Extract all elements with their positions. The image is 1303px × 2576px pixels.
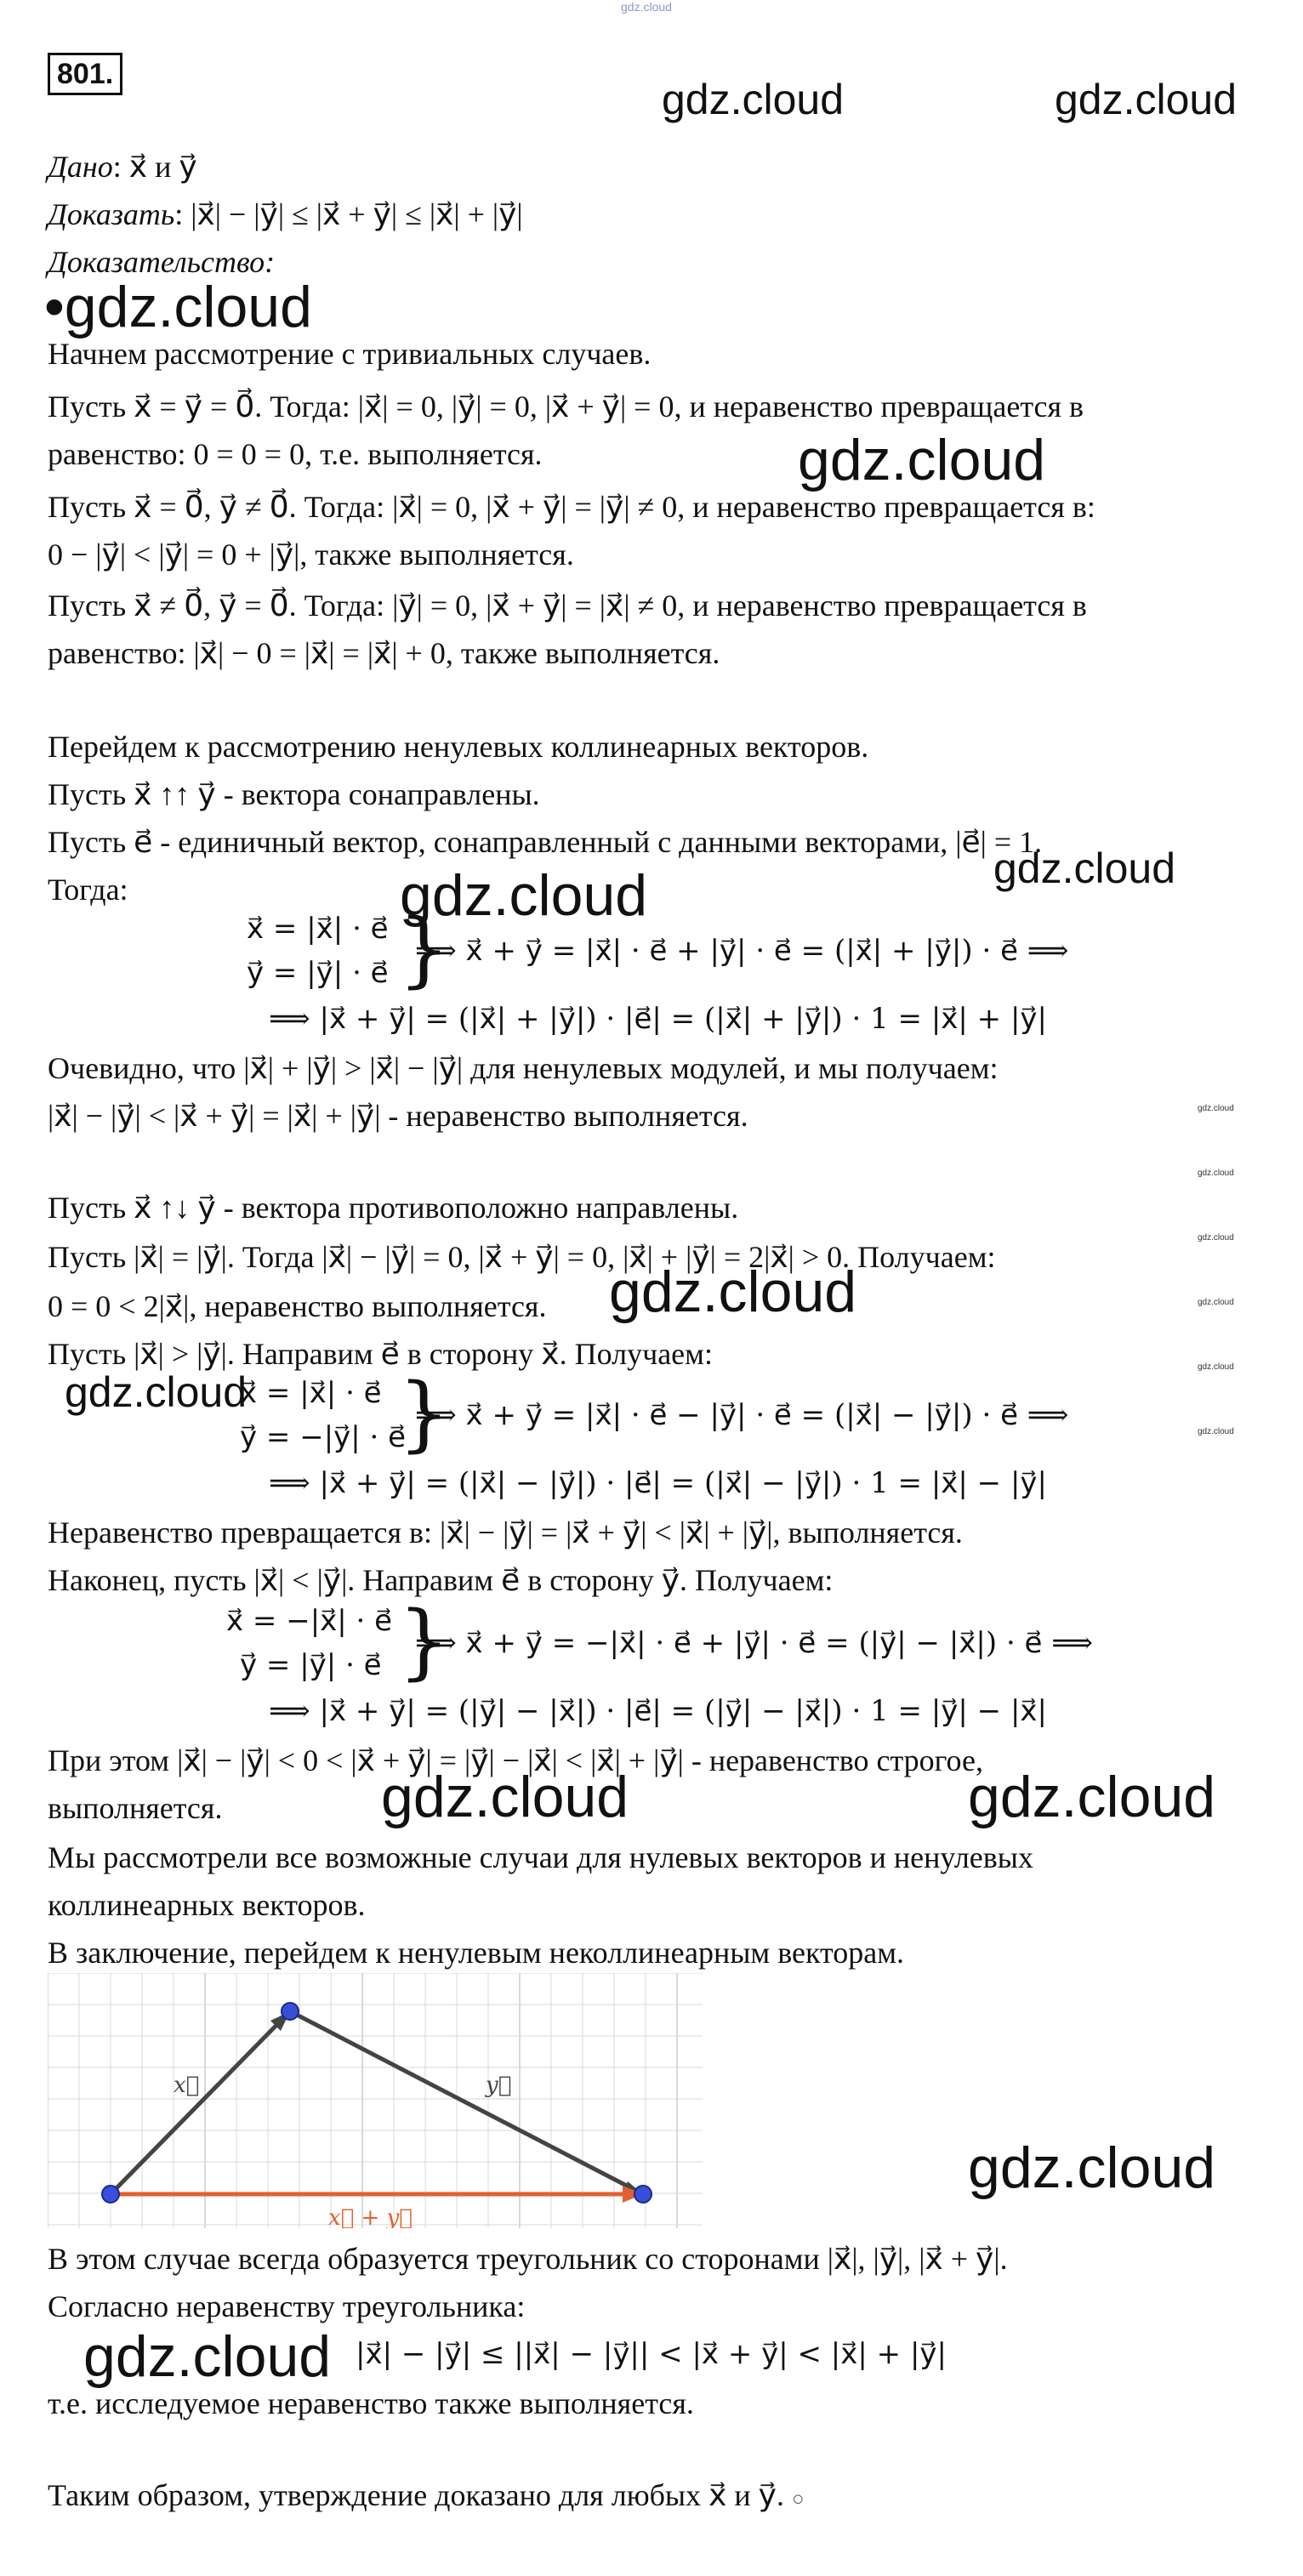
text-line: Пусть x⃗ ≠ 0⃗, y⃗ = 0⃗. Тогда: |y⃗| = 0, |x⃗ + y⃗| = |x⃗| ≠ 0, и неравенство превращается в — [48, 589, 1087, 623]
text-line: 0 = 0 < 2|x⃗|, неравенство выполняется. — [48, 1289, 547, 1323]
system2-eq2: y⃗ = −|y⃗| · e⃗ — [240, 1420, 407, 1454]
text-line: В этом случае всегда образуется треугольник со сторонами |x⃗|, |y⃗|, |x⃗ + y⃗|. — [48, 2242, 1008, 2276]
text-line: Мы рассмотрели все возможные случаи для нулевых векторов и ненулевых — [48, 1840, 1033, 1874]
text-line: Пусть x⃗ ↑↑ y⃗ - вектора сонаправлены. — [48, 777, 540, 811]
text-line: При этом |x⃗| − |y⃗| < 0 < |x⃗ + y⃗| = |y⃗| − |x⃗| < |x⃗| + |y⃗| - неравенство строгое, — [48, 1743, 983, 1777]
watermark: gdz.cloud — [968, 2135, 1216, 2200]
watermark-small: gdz.cloud — [1198, 1427, 1234, 1436]
watermark: gdz.cloud — [381, 1765, 629, 1829]
system3-eq1: x⃗ = −|x⃗| · e⃗ — [226, 1604, 393, 1638]
watermark-small: gdz.cloud — [1198, 1362, 1234, 1372]
watermark: gdz.cloud — [968, 1765, 1216, 1829]
watermark: gdz.cloud — [400, 863, 648, 928]
watermark: gdz.cloud — [609, 1260, 857, 1324]
vector-y — [290, 2011, 643, 2194]
watermark: gdz.cloud — [1055, 76, 1238, 123]
prove-label: Доказать — [48, 197, 175, 231]
watermark: gdz.cloud — [65, 1368, 248, 1416]
label-x: x⃗ — [174, 2073, 200, 2098]
vector-x — [111, 2011, 290, 2194]
watermark: gdz.cloud — [798, 428, 1046, 492]
watermark: gdz.cloud — [83, 2324, 332, 2389]
given-line — [48, 148, 197, 185]
top-watermark: gdz.cloud — [621, 0, 672, 14]
system2-norm: ⟹ |x⃗ + y⃗| = (|x⃗| − |y⃗|) · |e⃗| = (|x⃗| − |y⃗|) · 1 = |x⃗| − |y⃗| — [269, 1466, 1047, 1500]
triangle-inequality: |x⃗| − |y⃗| ≤ ||x⃗| − |y⃗|| < |x⃗ + y⃗| < |x⃗| + |y⃗| — [356, 2337, 947, 2371]
text-line: Пусть |x⃗| = |y⃗|. Тогда |x⃗| − |y⃗| = 0, |x⃗ + y⃗| = 0, |x⃗| + |y⃗| = 2|x⃗| > 0. Получаем: — [48, 1240, 996, 1274]
end-mark: ○ — [791, 2488, 805, 2511]
text-line: Перейдем к рассмотрению ненулевых коллинеарных векторов. — [48, 730, 869, 764]
label-y: y⃗ — [486, 2073, 512, 2098]
text-line: равенство: |x⃗| − 0 = |x⃗| = |x⃗| + 0, также выполняется. — [48, 636, 720, 670]
given-label: Дано — [48, 150, 113, 184]
system2-result: ⟹ x⃗ + y⃗ = |x⃗| · e⃗ − |y⃗| · e⃗ = (|x⃗| − |y⃗|) · e⃗ ⟹ — [415, 1398, 1069, 1432]
brace: } — [398, 901, 451, 997]
text-line: выполняется. — [48, 1791, 223, 1825]
proof-label: Доказательство: — [48, 245, 276, 279]
system1-result: ⟹ x⃗ + y⃗ = |x⃗| · e⃗ + |y⃗| · e⃗ = (|x⃗| + |y⃗|) · e⃗ ⟹ — [415, 934, 1069, 968]
watermark: gdz.cloud — [993, 844, 1176, 892]
vector-triangle-figure — [48, 1973, 703, 2228]
point-top — [282, 2003, 299, 2020]
prove-value: : |x⃗| − |y⃗| ≤ |x⃗ + y⃗| ≤ |x⃗| + |y⃗| — [174, 197, 523, 231]
conclusion-line — [48, 2476, 804, 2518]
text-line: т.е. исследуемое неравенство также выполняется. — [48, 2386, 694, 2420]
watermark-small: gdz.cloud — [1198, 1298, 1234, 1307]
text-line: Пусть |x⃗| > |y⃗|. Направим e⃗ в сторону x⃗. Получаем: — [48, 1337, 713, 1371]
point-end — [634, 2186, 652, 2203]
point-start — [102, 2186, 119, 2203]
text-line: В заключение, перейдем к ненулевым неколлинеарным векторам. — [48, 1936, 904, 1970]
watermark-small: gdz.cloud — [1198, 1233, 1234, 1243]
problem-number: 801. — [48, 53, 122, 95]
system2-eq1: x⃗ = |x⃗| · e⃗ — [240, 1376, 382, 1410]
text-line: Неравенство превращается в: |x⃗| − |y⃗| = |x⃗ + y⃗| < |x⃗| + |y⃗|, выполняется. — [48, 1515, 963, 1550]
brace: } — [398, 1366, 451, 1461]
watermark-small: gdz.cloud — [1198, 1104, 1234, 1113]
given-value: : x⃗ и y⃗ — [112, 150, 197, 184]
text-line: равенство: 0 = 0 = 0, т.е. выполняется. — [48, 437, 543, 471]
label-sum: x⃗ + y⃗ — [328, 2205, 413, 2228]
text-line: Согласно неравенству треугольника: — [48, 2289, 526, 2323]
text-line: Очевидно, что |x⃗| + |y⃗| > |x⃗| − |y⃗| для ненулевых модулей, и мы получаем: — [48, 1051, 999, 1085]
watermark-bullet: •gdz.cloud — [44, 275, 312, 339]
system1-eq2: y⃗ = |y⃗| · e⃗ — [247, 956, 389, 990]
text-line: Пусть x⃗ ↑↓ y⃗ - вектора противоположно направлены. — [48, 1191, 739, 1225]
text-line: Пусть e⃗ - единичный вектор, сонаправленный с данными векторами, |e⃗| = 1. — [48, 825, 1043, 859]
text-line: 0 − |y⃗| < |y⃗| = 0 + |y⃗|, также выполняется. — [48, 537, 574, 571]
conclusion-text: Таким образом, утверждение доказано для любых x⃗ и y⃗. — [48, 2478, 784, 2512]
watermark: gdz.cloud — [662, 76, 845, 123]
text-line: коллинеарных векторов. — [48, 1888, 366, 1922]
system3-eq2: y⃗ = |y⃗| · e⃗ — [240, 1648, 382, 1682]
text-line: Тогда: — [48, 873, 128, 907]
prove-line — [48, 196, 523, 233]
system3-norm: ⟹ |x⃗ + y⃗| = (|y⃗| − |x⃗|) · |e⃗| = (|y⃗| − |x⃗|) · 1 = |y⃗| − |x⃗| — [269, 1694, 1047, 1728]
text-line: Пусть x⃗ = 0⃗, y⃗ ≠ 0⃗. Тогда: |x⃗| = 0, |x⃗ + y⃗| = |y⃗| ≠ 0, и неравенство превращается в: — [48, 490, 1095, 524]
system1-norm: ⟹ |x⃗ + y⃗| = (|x⃗| + |y⃗|) · |e⃗| = (|x⃗| + |y⃗|) · 1 = |x⃗| + |y⃗| — [269, 1002, 1047, 1036]
text-line: Наконец, пусть |x⃗| < |y⃗|. Направим e⃗ в сторону y⃗. Получаем: — [48, 1563, 834, 1597]
text-line: |x⃗| − |y⃗| < |x⃗ + y⃗| = |x⃗| + |y⃗| - неравенство выполняется. — [48, 1099, 748, 1133]
watermark-small: gdz.cloud — [1198, 1169, 1234, 1178]
system1-eq1: x⃗ = |x⃗| · e⃗ — [247, 912, 389, 946]
figure-grid — [48, 1973, 703, 2228]
text-line: Пусть x⃗ = y⃗ = 0⃗. Тогда: |x⃗| = 0, |y⃗| = 0, |x⃗ + y⃗| = 0, и неравенство превращается в — [48, 390, 1084, 424]
brace: } — [398, 1594, 451, 1689]
text-line: Начнем рассмотрение с тривиальных случаев. — [48, 337, 652, 371]
system3-result: ⟹ x⃗ + y⃗ = −|x⃗| · e⃗ + |y⃗| · e⃗ = (|y⃗| − |x⃗|) · e⃗ ⟹ — [415, 1626, 1094, 1660]
